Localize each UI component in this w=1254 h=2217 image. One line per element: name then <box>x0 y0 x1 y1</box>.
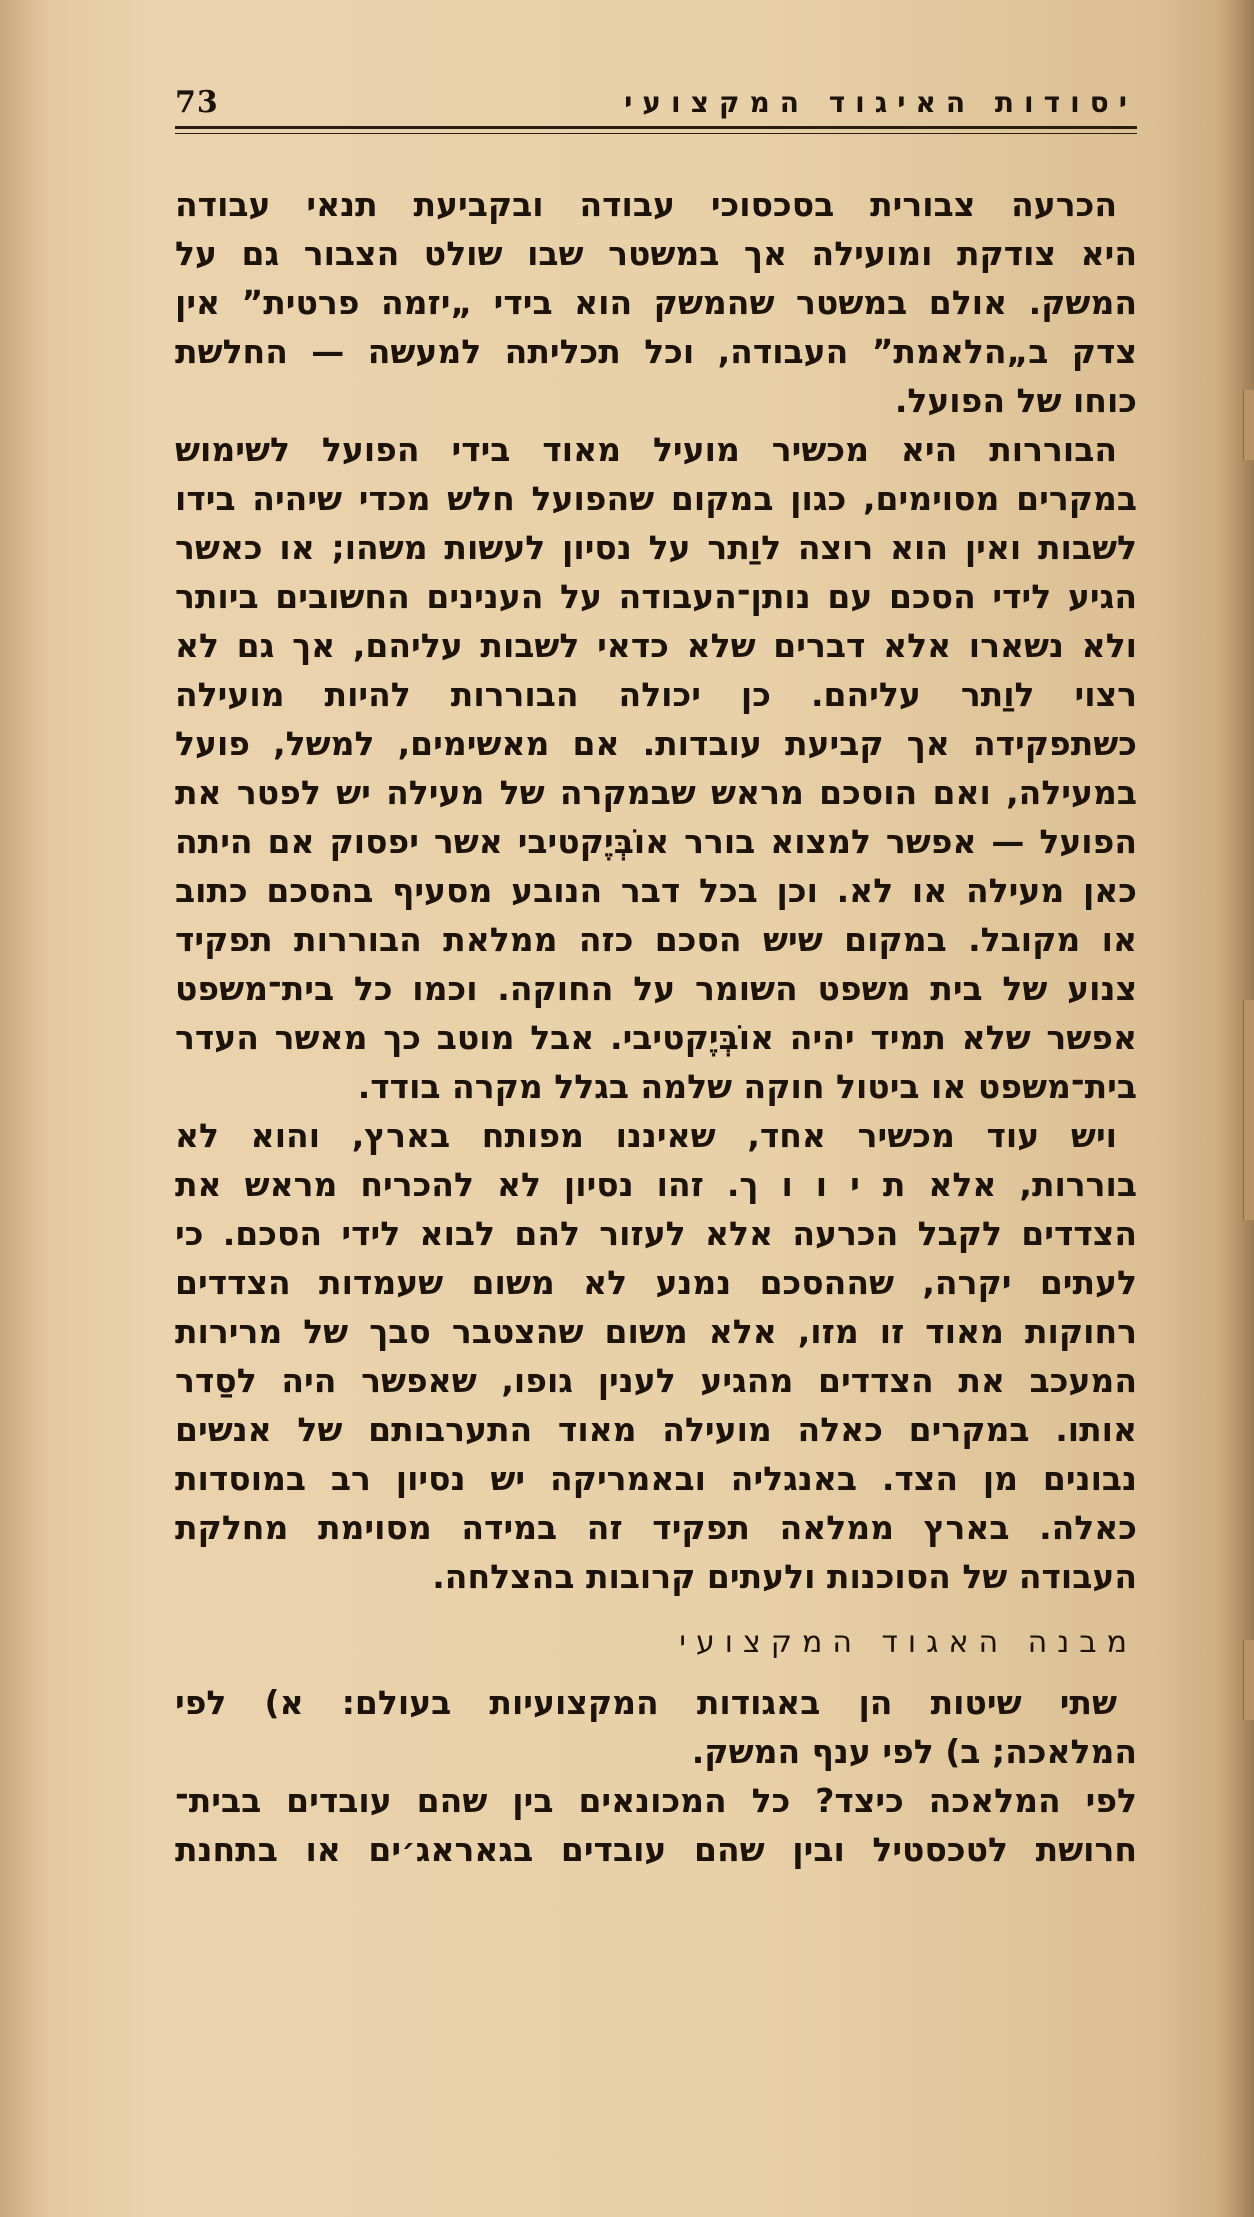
text-line: ולא נשארו אלא דברים שלא כדאי לשבות עליהם, אך גם לא <box>175 626 1137 665</box>
text-line: בית־משפט או ביטול חוקה שלמה בגלל מקרה בודד. <box>357 1067 1137 1106</box>
text-line: לשבות ואין הוא רוצה לוַתר על נסיון לעשות משהו; או כאשר <box>175 528 1137 567</box>
page-tab <box>1243 1640 1254 1720</box>
text-line: ויש עוד מכשיר אחד, שאיננו מפותח בארץ, והוא לא <box>175 1116 1117 1155</box>
text-line: כאלה. בארץ ממלאה תפקיד זה במידה מסוימת מחלקת <box>175 1508 1137 1547</box>
text-line: נבונים מן הצד. באנגליה ובאמריקה יש נסיון רב במוסדות <box>175 1459 1137 1498</box>
text-line: שתי שיטות הן באגודות המקצועיות בעולם: א) לפי <box>175 1683 1117 1722</box>
section-heading: מבנה האגוד המקצועי <box>679 1625 1137 1660</box>
page-tab <box>1243 1000 1254 1220</box>
text-line: היא צודקת ומועילה אך במשטר שבו שולט הצבור גם על <box>175 234 1137 273</box>
text-line: צדק ב„הלאמת” העבודה, וכל תכליתה למעשה — החלשת <box>175 332 1137 371</box>
text-line: אפשר שלא תמיד יהיה אוֹבְּיֶקטיבי. אבל מוטב כך מאשר העדר <box>175 1018 1137 1057</box>
text-line: הבוררות היא מכשיר מועיל מאוד בידי הפועל לשימוש <box>175 430 1117 469</box>
text-line: במקרים מסוימים, כגון במקום שהפועל חלש מכדי שיהיה בידו <box>175 479 1137 518</box>
text-line: הגיע לידי הסכם עם נותן־העבודה על הענינים החשובים ביותר <box>175 577 1137 616</box>
text-line: המעכב את הצדדים מהגיע לענין גופו, שאפשר היה לסַדר <box>175 1361 1137 1400</box>
running-title: יסודות האיגוד המקצועי <box>624 85 1137 119</box>
text-line: המשק. אולם במשטר שהמשק הוא בידי „יזמה פרטית” אין <box>175 283 1137 322</box>
header-rule <box>175 126 1137 129</box>
text-line: הכרעה צבורית בסכסוכי עבודה ובקביעת תנאי עבודה <box>175 185 1117 224</box>
text-line: כשתפקידה אך קביעת עובדות. אם מאשימים, למשל, פועל <box>175 724 1137 763</box>
text-line: לפי המלאכה כיצד? כל המכונאים בין שהם עובדים בבית־ <box>175 1781 1137 1820</box>
text-line: במעילה, ואם הוסכם מראש שבמקרה של מעילה יש לפטר את <box>175 773 1137 812</box>
text-line: לעתים יקרה, שההסכם נמנע לא משום שעמדות הצדדים <box>175 1263 1137 1302</box>
text-line: כאן מעילה או לא. וכן בכל דבר הנובע מסעיף בהסכם כתוב <box>175 871 1137 910</box>
text-line: הצדדים לקבל הכרעה אלא לעזור להם לבוא לידי הסכם. כי <box>175 1214 1137 1253</box>
text-line: כוחו של הפועל. <box>894 381 1137 420</box>
text-line: או מקובל. במקום שיש הסכם כזה ממלאת הבוררות תפקיד <box>175 920 1137 959</box>
text-line: רצוי לוַתר עליהם. כן יכולה הבוררות להיות מועילה <box>175 675 1137 714</box>
body-text <box>175 180 1137 1874</box>
page-header <box>175 80 1137 124</box>
text-line: חרושת לטכסטיל ובין שהם עובדים בגאראג׳ים או בתחנת <box>175 1830 1137 1869</box>
text-line: רחוקות מאוד זו מזו, אלא משום שהצטבר סבך של מרירות <box>175 1312 1137 1351</box>
page-tab <box>1243 390 1254 460</box>
text-line: הפועל — אפשר למצוא בורר אוֹבְּיֶקטיבי אשר יפסוק אם היתה <box>175 822 1137 861</box>
text-line: צנוע של בית משפט השומר על החוקה. וכמו כל בית־משפט <box>175 969 1137 1008</box>
page-number: 73 <box>175 84 219 120</box>
text-line: העבודה של הסוכנות ולעתים קרובות בהצלחה. <box>432 1557 1137 1596</box>
header-rule-thin <box>175 133 1137 134</box>
text-line: אותו. במקרים כאלה מועילה מאוד התערבותם של אנשים <box>175 1410 1137 1449</box>
text-line: המלאכה; ב) לפי ענף המשק. <box>691 1732 1137 1771</box>
text-line: בוררות, אלא ת י ו ו ך. זהו נסיון לא להכריח מראש את <box>175 1165 1137 1204</box>
